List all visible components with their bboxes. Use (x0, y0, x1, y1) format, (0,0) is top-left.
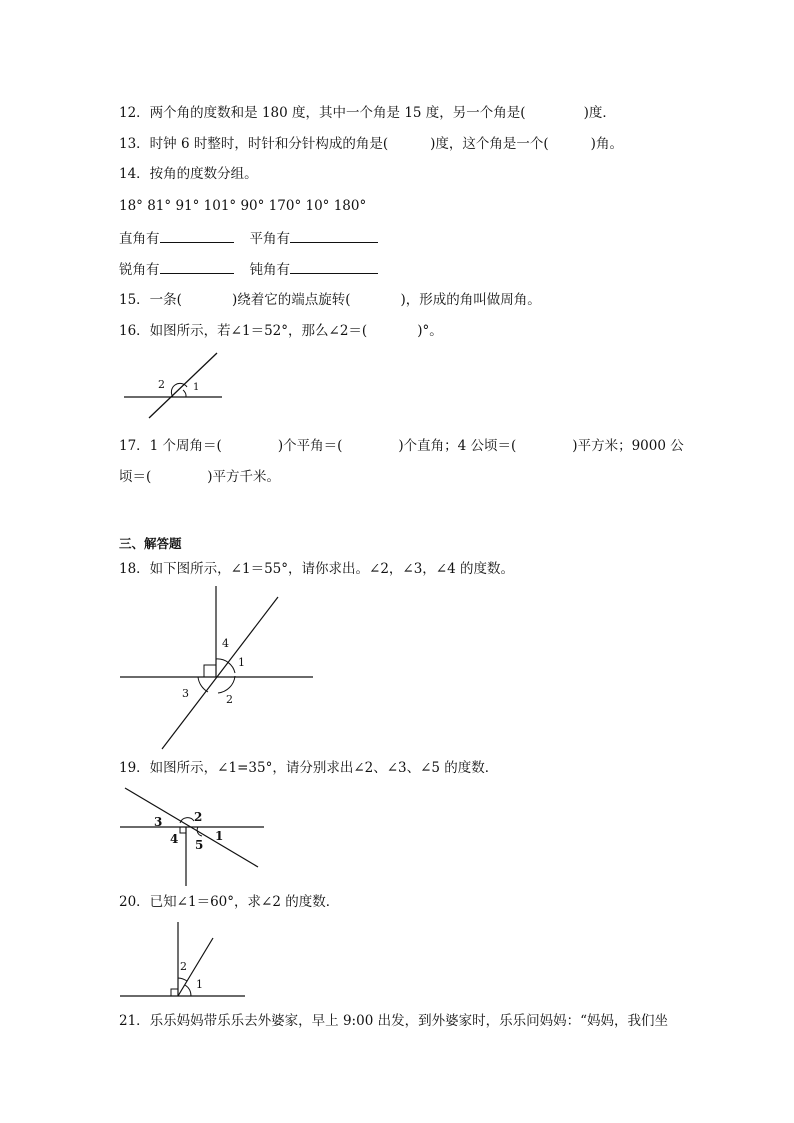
question-16 (119, 322, 443, 340)
q14-angle-list: 18° 81° 91° 101° 90° 170° 10° 180° (119, 198, 367, 214)
q17-text-d: )平方米；9000 公 (572, 438, 684, 454)
q20-figure (118, 918, 248, 1000)
q15-text-b: )绕着它的端点旋转( (231, 292, 351, 308)
q18-angle-label-1: 1 (238, 656, 245, 669)
q20-angle-label-1: 1 (196, 978, 203, 991)
q14-straight-label: 平角有 (249, 231, 290, 247)
q14-obtuse-label: 钝角有 (249, 262, 290, 278)
q15-text-c: )，形成的角叫做周角。 (400, 292, 541, 308)
q16-angle-label-2: 2 (158, 378, 165, 391)
q16-figure (120, 350, 230, 420)
question-17-line-1 (119, 437, 684, 455)
question-19: 19．如图所示，∠1=35°，请分别求出∠2、∠3、∠5 的度数． (119, 760, 499, 776)
q18-angle-label-3: 3 (182, 687, 189, 700)
q18-figure (118, 584, 318, 754)
q17-text-a: 17．1 个周角＝( (119, 438, 222, 454)
q17-text-b: )个平角＝( (277, 438, 343, 454)
q19-angle-label-4: 4 (170, 832, 179, 846)
question-17-line-2 (119, 468, 280, 486)
q14-right-answer-line[interactable] (160, 229, 234, 243)
q16-text-b: )°。 (417, 323, 443, 339)
q14-obtuse-answer-line[interactable] (290, 260, 378, 274)
q14-straight-answer-line[interactable] (290, 229, 378, 243)
q12-text-b: )度． (583, 105, 616, 121)
q19-angle-label-5: 5 (195, 838, 204, 852)
question-15 (119, 291, 541, 309)
q13-text-c: )角。 (590, 136, 623, 152)
q17-text-c: )个直角；4 公顷＝( (398, 438, 517, 454)
q13-text-a: 13．时钟 6 时整时，时针和分针构成的角是( (119, 136, 389, 152)
q18-angle-label-4: 4 (222, 637, 229, 650)
question-13 (119, 135, 623, 153)
q16-angle-label-1: 1 (193, 382, 200, 393)
question-20: 20．已知∠1＝60°，求∠2 的度数． (119, 894, 340, 910)
q13-text-b: )度，这个角是一个( (430, 136, 549, 152)
section-heading: 三、解答题 (119, 536, 182, 551)
q15-text-a: 15．一条( (119, 292, 182, 308)
question-18: 18．如下图所示，∠1＝55°，请你求出。∠2，∠3，∠4 的度数。 (119, 561, 514, 577)
q14-acute-answer-line[interactable] (160, 260, 234, 274)
q19-angle-label-1: 1 (215, 829, 224, 843)
q14-right-label: 直角有 (119, 231, 160, 247)
q14-row-2 (119, 260, 378, 279)
q14-acute-label: 锐角有 (119, 262, 160, 278)
q19-angle-label-3: 3 (154, 815, 163, 829)
q12-text-a: 12．两个角的度数和是 180 度，其中一个角是 15 度，另一个角是( (119, 105, 526, 121)
question-14-title: 14．按角的度数分组。 (119, 166, 258, 182)
q17-text-f: )平方千米。 (207, 469, 281, 485)
question-12 (119, 104, 616, 122)
q16-text-a: 16．如图所示，若∠1＝52°，那么∠2＝( (119, 323, 368, 339)
q19-figure (118, 785, 268, 890)
q17-text-e: 顷＝( (119, 469, 152, 485)
q19-angle-label-2: 2 (194, 810, 203, 824)
question-21: 21．乐乐妈妈带乐乐去外婆家，早上 9:00 出发，到外婆家时，乐乐问妈妈：“妈妈，我们坐 (119, 1013, 668, 1029)
q20-angle-label-2: 2 (180, 960, 187, 973)
q18-angle-label-2: 2 (226, 693, 233, 706)
q14-row-1 (119, 229, 378, 248)
